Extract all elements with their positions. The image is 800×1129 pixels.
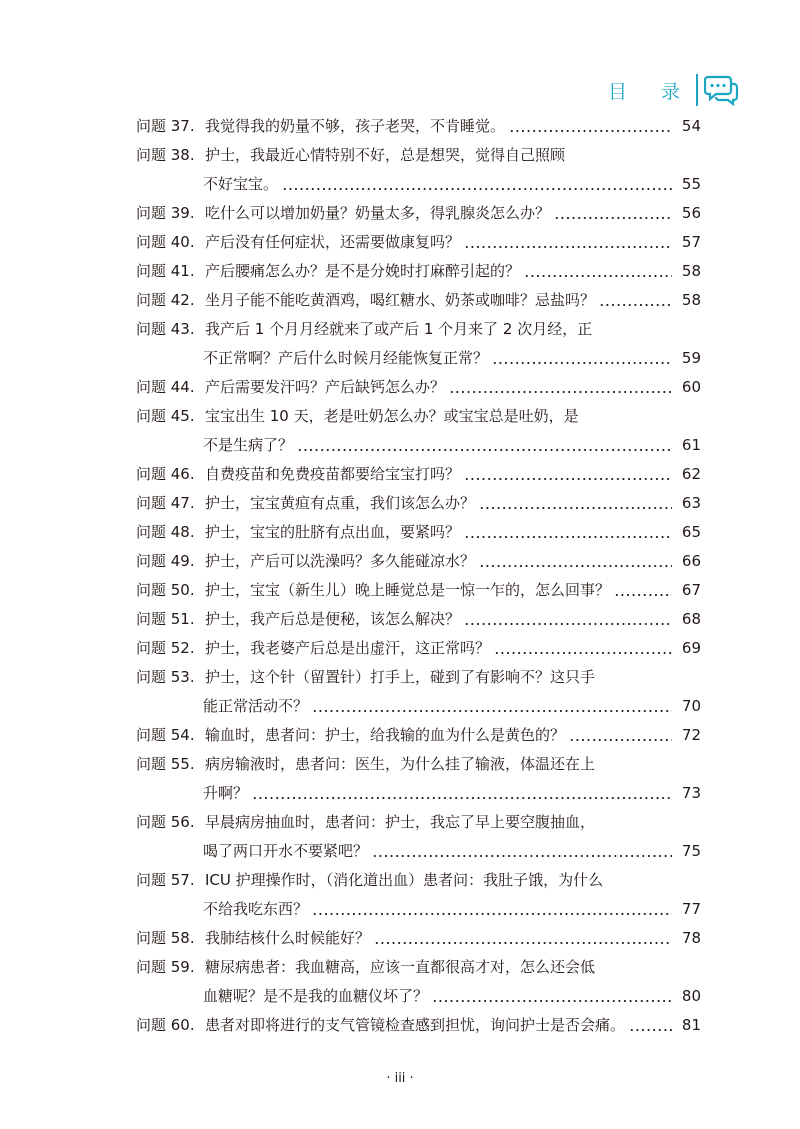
toc-entry-page: 66 — [681, 552, 701, 570]
toc-entry-number: 问题 58. — [136, 929, 195, 947]
toc-entry-number: 问题 41. — [136, 262, 195, 280]
toc-entry[interactable] — [136, 112, 701, 141]
toc-entry-number: 问题 44. — [136, 378, 195, 396]
toc-entry-title: 产后腰痛怎么办？是不是分娩时打麻醉引起的？ — [205, 262, 521, 280]
toc-entry-title: 护士，产后可以洗澡吗？多久能碰凉水？ — [205, 552, 476, 570]
toc-entry-page: 68 — [681, 610, 701, 628]
header-title: 目 录 — [607, 80, 694, 103]
dot-leader — [464, 228, 672, 257]
toc-entry[interactable] — [136, 286, 701, 315]
toc-entry-continuation[interactable] — [136, 837, 701, 866]
toc-entry[interactable] — [136, 315, 701, 344]
dot-leader — [479, 547, 672, 576]
toc-entry-number: 问题 45. — [136, 407, 195, 425]
toc-entry-page: 80 — [681, 987, 701, 1005]
dot-leader — [432, 982, 672, 1011]
toc-entry[interactable] — [136, 257, 701, 286]
toc-entry[interactable] — [136, 866, 701, 895]
toc-entry-title: 护士，我最近心情特别不好，总是想哭，觉得自己照顾 — [205, 146, 566, 164]
toc-entry[interactable] — [136, 199, 701, 228]
toc-entry-number: 问题 53. — [136, 668, 195, 686]
toc-entry-number: 问题 51. — [136, 610, 195, 628]
toc-entry-page: 61 — [681, 436, 701, 454]
toc-entry-continuation[interactable] — [136, 779, 701, 808]
dot-leader — [374, 924, 672, 953]
table-of-contents — [136, 112, 701, 1040]
dot-leader — [492, 344, 672, 373]
dot-leader — [494, 634, 672, 663]
toc-entry-title: 患者对即将进行的支气管镜检查感到担忧，询问护士是否会痛。 — [205, 1016, 626, 1034]
toc-entry[interactable] — [136, 489, 701, 518]
toc-entry-number: 问题 55. — [136, 755, 195, 773]
toc-entry-title: 糖尿病患者：我血糖高，应该一直都很高才对，怎么还会低 — [205, 958, 596, 976]
toc-entry-title: 不好宝宝。 — [203, 175, 279, 193]
dot-leader — [252, 779, 672, 808]
toc-entry[interactable] — [136, 605, 701, 634]
toc-entry-page: 59 — [681, 349, 701, 367]
toc-entry-title: 护士，宝宝（新生儿）晚上睡觉总是一惊一乍的，怎么回事？ — [205, 581, 611, 599]
toc-entry[interactable] — [136, 228, 701, 257]
dot-leader — [464, 460, 672, 489]
toc-entry-number: 问题 47. — [136, 494, 195, 512]
toc-entry-title: 护士，我产后总是便秘，该怎么解决？ — [205, 610, 461, 628]
dot-leader — [554, 199, 672, 228]
dot-leader — [599, 286, 672, 315]
dot-leader — [297, 431, 672, 460]
toc-entry-page: 77 — [681, 900, 701, 918]
toc-entry-continuation[interactable] — [136, 170, 701, 199]
toc-entry-number: 问题 59. — [136, 958, 195, 976]
toc-entry-page: 63 — [681, 494, 701, 512]
dot-leader — [464, 605, 672, 634]
toc-entry-number: 问题 38. — [136, 146, 195, 164]
toc-entry-title: 我产后 1 个月月经就来了或产后 1 个月来了 2 次月经，正 — [205, 320, 593, 338]
toc-entry-number: 问题 40. — [136, 233, 195, 251]
toc-entry[interactable] — [136, 721, 701, 750]
dot-leader — [614, 576, 672, 605]
toc-entry-number: 问题 37. — [136, 117, 195, 135]
toc-entry-number: 问题 39. — [136, 204, 195, 222]
dot-leader — [282, 170, 672, 199]
toc-entry-number: 问题 49. — [136, 552, 195, 570]
toc-entry-page: 67 — [681, 581, 701, 599]
dot-leader — [524, 257, 672, 286]
toc-entry-number: 问题 52. — [136, 639, 195, 657]
toc-entry[interactable] — [136, 663, 701, 692]
toc-entry[interactable] — [136, 750, 701, 779]
toc-entry[interactable] — [136, 402, 701, 431]
toc-entry[interactable] — [136, 634, 701, 663]
dot-leader — [479, 489, 672, 518]
toc-entry-page: 58 — [681, 262, 701, 280]
toc-entry[interactable] — [136, 1011, 701, 1040]
toc-entry-title: 护士，我老婆产后总是出虚汗，这正常吗？ — [205, 639, 491, 657]
dot-leader — [312, 692, 672, 721]
toc-entry-title: 自费疫苗和免费疫苗都要给宝宝打吗？ — [205, 465, 461, 483]
toc-entry-title: 不给我吃东西？ — [203, 900, 309, 918]
toc-entry[interactable] — [136, 373, 701, 402]
toc-entry-page: 60 — [681, 378, 701, 396]
toc-entry-title: 我觉得我的奶量不够，孩子老哭，不肯睡觉。 — [205, 117, 506, 135]
toc-entry[interactable] — [136, 518, 701, 547]
toc-entry-page: 70 — [681, 697, 701, 715]
toc-entry-title: 升啊？ — [203, 784, 249, 802]
toc-entry-title: 早晨病房抽血时，患者问：护士，我忘了早上要空腹抽血， — [205, 813, 596, 831]
toc-entry-title: 产后没有任何症状，还需要做康复吗？ — [205, 233, 461, 251]
toc-entry-title: 输血时，患者问：护士，给我输的血为什么是黄色的？ — [205, 726, 566, 744]
toc-entry-title: ICU 护理操作时，（消化道出血）患者问：我肚子饿，为什么 — [205, 871, 604, 889]
toc-entry-page: 75 — [681, 842, 701, 860]
dot-leader — [629, 1011, 672, 1040]
dot-leader — [509, 112, 672, 141]
toc-entry-page: 56 — [681, 204, 701, 222]
toc-entry-number: 问题 50. — [136, 581, 195, 599]
toc-entry-title: 不是生病了？ — [203, 436, 294, 454]
toc-entry-continuation[interactable] — [136, 344, 701, 373]
dot-leader — [569, 721, 672, 750]
toc-entry-page: 57 — [681, 233, 701, 251]
toc-entry-page: 54 — [681, 117, 701, 135]
dot-leader — [372, 837, 672, 866]
toc-entry[interactable] — [136, 460, 701, 489]
page-header — [608, 70, 738, 110]
toc-entry-title: 喝了两口开水不要紧吧？ — [203, 842, 369, 860]
toc-entry-number: 问题 54. — [136, 726, 195, 744]
toc-entry-number: 问题 60. — [136, 1016, 195, 1034]
toc-entry-page: 55 — [681, 175, 701, 193]
header-divider — [696, 74, 698, 106]
toc-entry[interactable] — [136, 808, 701, 837]
toc-entry-number: 问题 46. — [136, 465, 195, 483]
toc-entry[interactable] — [136, 924, 701, 953]
toc-entry-number: 问题 42. — [136, 291, 195, 309]
toc-entry-continuation[interactable] — [136, 895, 701, 924]
toc-entry-page: 65 — [681, 523, 701, 541]
toc-entry-page: 73 — [681, 784, 701, 802]
toc-entry[interactable] — [136, 141, 701, 170]
toc-entry-number: 问题 48. — [136, 523, 195, 541]
toc-entry-title: 宝宝出生 10 天，老是吐奶怎么办？或宝宝总是吐奶，是 — [205, 407, 579, 425]
toc-entry-continuation[interactable] — [136, 982, 701, 1011]
dot-leader — [312, 895, 672, 924]
toc-entry-title: 产后需要发汗吗？产后缺钙怎么办？ — [205, 378, 446, 396]
toc-entry-title: 病房输液时，患者问：医生，为什么挂了输液，体温还在上 — [205, 755, 596, 773]
chat-bubbles-icon — [704, 74, 738, 106]
toc-entry-number: 问题 57. — [136, 871, 195, 889]
page-number: · iii · — [386, 1071, 414, 1086]
toc-entry-title: 我肺结核什么时候能好？ — [205, 929, 371, 947]
toc-entry-page: 81 — [681, 1016, 701, 1034]
toc-entry-page: 72 — [681, 726, 701, 744]
toc-entry-title: 血糖呢？是不是我的血糖仪坏了？ — [203, 987, 429, 1005]
toc-entry-continuation[interactable] — [136, 431, 701, 460]
toc-entry-page: 62 — [681, 465, 701, 483]
dot-leader — [464, 518, 672, 547]
toc-entry-continuation[interactable] — [136, 692, 701, 721]
toc-entry-title: 能正常活动不？ — [203, 697, 309, 715]
toc-entry-number: 问题 56. — [136, 813, 195, 831]
toc-entry-title: 护士，宝宝黄疸有点重，我们该怎么办？ — [205, 494, 476, 512]
toc-entry[interactable] — [136, 576, 701, 605]
toc-entry-title: 护士，宝宝的肚脐有点出血，要紧吗？ — [205, 523, 461, 541]
toc-entry-title: 坐月子能不能吃黄酒鸡，喝红糖水、奶茶或咖啡？忌盐吗？ — [205, 291, 596, 309]
toc-entry-page: 69 — [681, 639, 701, 657]
dot-leader — [449, 373, 672, 402]
toc-entry-page: 78 — [681, 929, 701, 947]
toc-entry-title: 不正常啊？产后什么时候月经能恢复正常？ — [203, 349, 489, 367]
toc-entry-number: 问题 43. — [136, 320, 195, 338]
toc-entry-title: 护士，这个针（留置针）打手上，碰到了有影响不？这只手 — [205, 668, 596, 686]
toc-entry-page: 58 — [681, 291, 701, 309]
toc-entry[interactable] — [136, 547, 701, 576]
toc-entry-title: 吃什么可以增加奶量？奶量太多，得乳腺炎怎么办？ — [205, 204, 551, 222]
toc-entry[interactable] — [136, 953, 701, 982]
